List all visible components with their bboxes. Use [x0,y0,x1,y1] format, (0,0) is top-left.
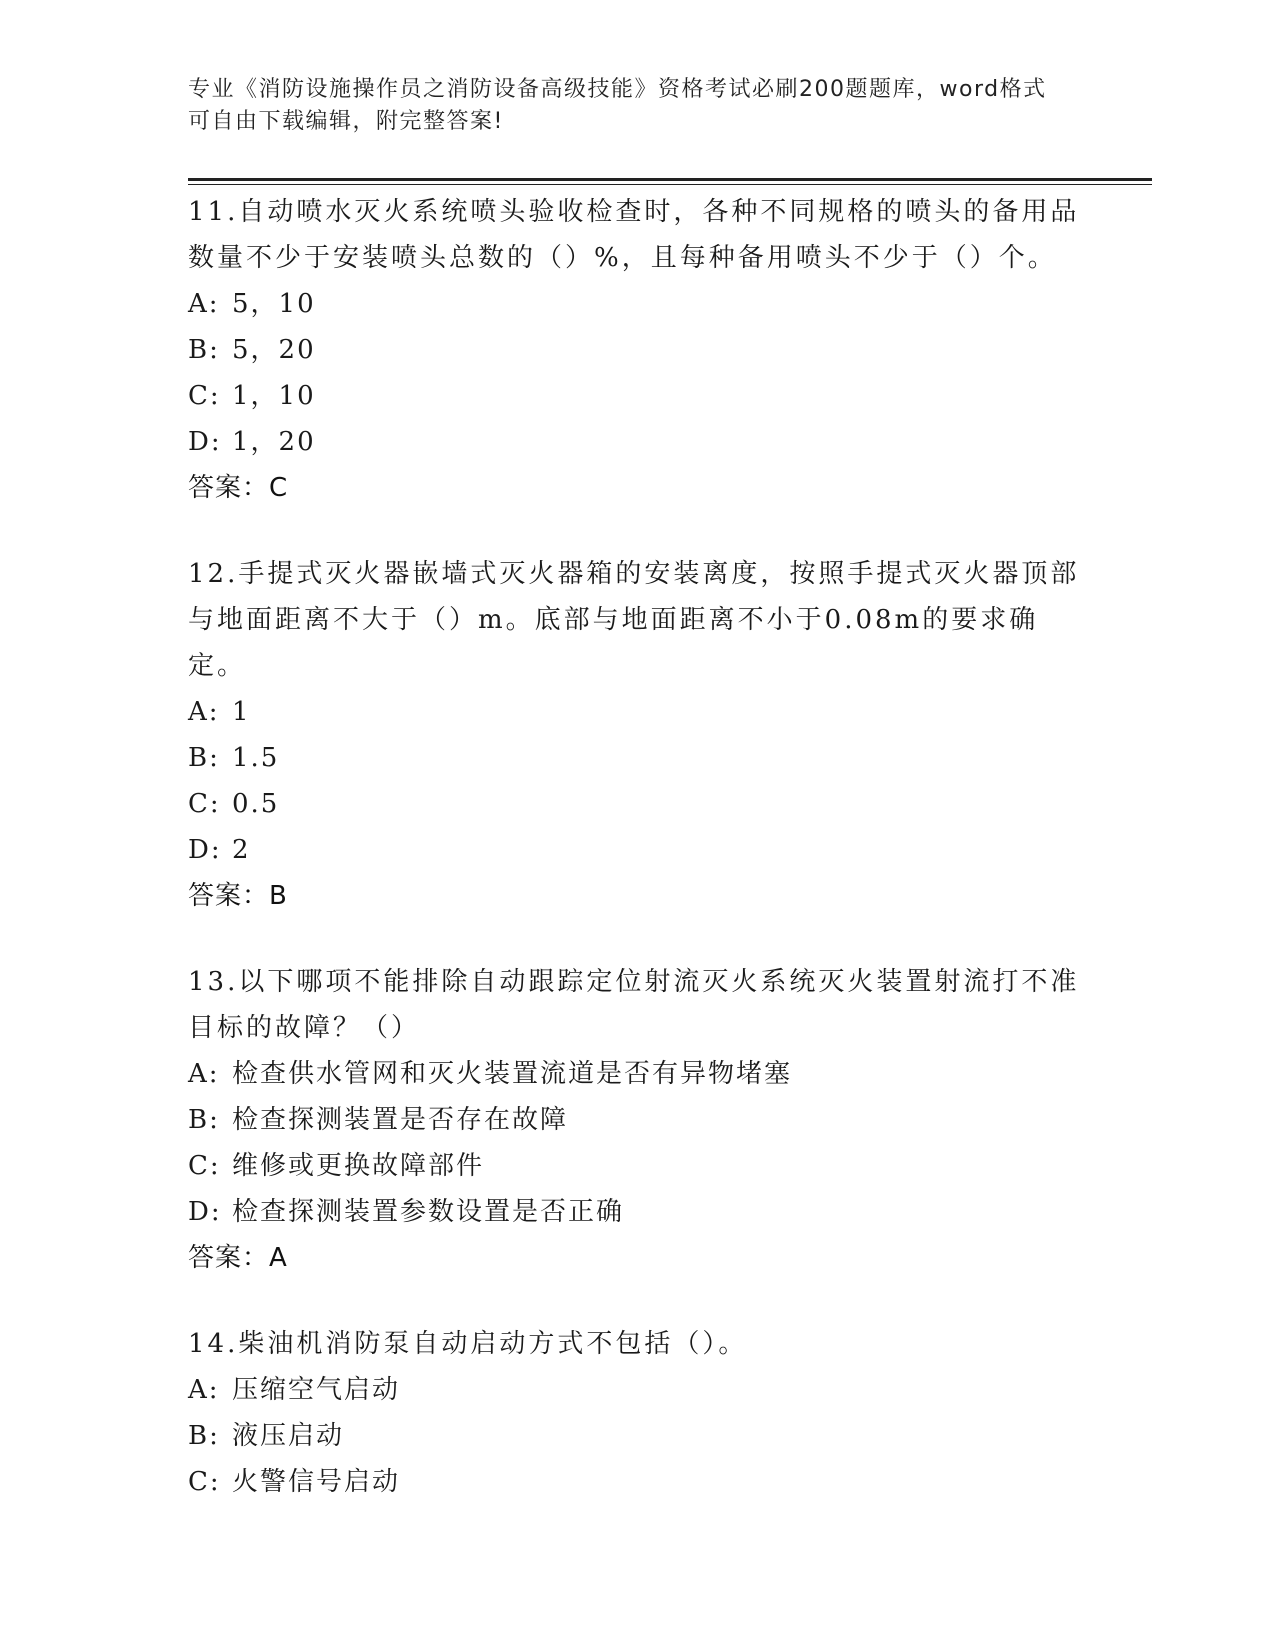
document-intro: 专业《消防设施操作员之消防设备高级技能》资格考试必刷200题题库，word格式可自由下载编辑，附完整答案! [188,77,1047,134]
option-text: 1 [232,697,251,727]
question-14 [188,1321,1088,1505]
option-letter: A: [188,1059,220,1089]
option-text: 2 [232,835,251,865]
option-text: 1，20 [232,427,316,457]
option-letter: A: [188,697,220,727]
option-text: 5，20 [232,335,316,365]
header-divider-thick [188,178,1152,181]
option-letter: B: [188,743,220,773]
option-text: 1，10 [232,381,316,411]
option-letter: C: [188,1151,221,1181]
option-text: 压缩空气启动 [232,1375,401,1405]
option-letter: C: [188,381,221,411]
question-list [188,189,1088,1545]
question-13 [188,959,1088,1281]
option-letter: B: [188,1105,220,1135]
answer-line: 答案：B [188,881,288,911]
option-a [188,689,1088,735]
option-letter: B: [188,335,220,365]
option-text: 5，10 [232,289,316,319]
option-b [188,327,1088,373]
option-c [188,781,1088,827]
option-letter: A: [188,1375,220,1405]
question-text: 11.自动喷水灭火系统喷头验收检查时，各种不同规格的喷头的备用品数量不少于安装喷头总数的（）%，且每种备用喷头不少于（）个。 [188,197,1080,273]
option-d [188,419,1088,465]
option-b [188,735,1088,781]
option-text: 维修或更换故障部件 [232,1151,485,1181]
option-d [188,827,1088,873]
option-text: 火警信号启动 [232,1467,401,1497]
option-d [188,1189,1088,1235]
answer-line: 答案：A [188,1243,288,1273]
option-c [188,373,1088,419]
option-text: 检查供水管网和灭火装置流道是否有异物堵塞 [232,1059,793,1089]
option-letter: B: [188,1421,220,1451]
option-a [188,1051,1088,1097]
question-text: 13.以下哪项不能排除自动跟踪定位射流灭火系统灭火装置射流打不准目标的故障？（） [188,967,1080,1043]
option-text: 液压启动 [232,1421,345,1451]
option-c [188,1143,1088,1189]
option-letter: C: [188,1467,221,1497]
option-letter: A: [188,289,220,319]
question-12 [188,551,1088,919]
option-a [188,1367,1088,1413]
option-c [188,1459,1088,1505]
option-text: 1.5 [232,743,280,773]
option-text: 检查探测装置参数设置是否正确 [232,1197,625,1227]
option-text: 0.5 [232,789,280,819]
question-text: 12.手提式灭火器嵌墙式灭火器箱的安装离度，按照手提式灭火器顶部与地面距离不大于（）m。底部与地面距离不小于0.08m的要求确定。 [188,559,1080,681]
option-letter: C: [188,789,221,819]
option-a [188,281,1088,327]
answer-line: 答案：C [188,473,289,503]
option-text: 检查探测装置是否存在故障 [232,1105,569,1135]
option-letter: D: [188,427,222,457]
question-text: 14.柴油机消防泵自动启动方式不包括（）。 [188,1329,748,1359]
question-11 [188,189,1088,511]
option-letter: D: [188,1197,222,1227]
option-b [188,1413,1088,1459]
option-b [188,1097,1088,1143]
header-divider-thin [188,184,1152,185]
option-letter: D: [188,835,222,865]
